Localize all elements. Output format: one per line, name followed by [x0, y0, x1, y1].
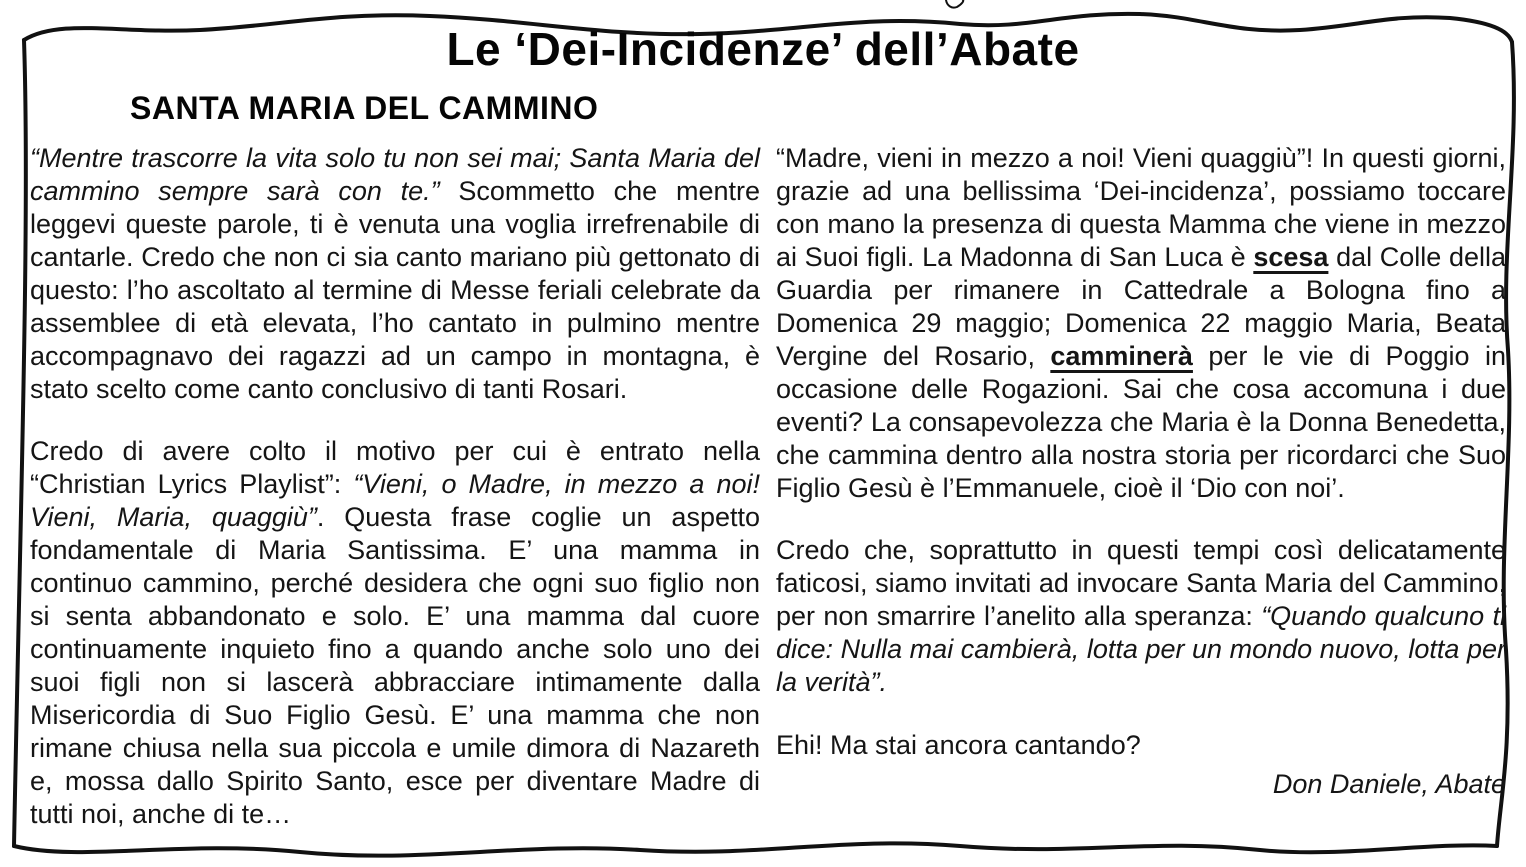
signature: Don Daniele, Abate: [1272, 769, 1506, 799]
right-column-paragraphs: [776, 142, 1506, 762]
left-column: [30, 142, 760, 843]
text-run: scesa: [1253, 242, 1329, 272]
text-run: “Mentre trascorre la vita solo tu non sei mai; Santa Maria del cammino sempre sarà con te.”: [30, 143, 760, 206]
border-left-edge: [14, 40, 26, 846]
right-column: [776, 142, 1506, 843]
paragraph: [30, 142, 760, 406]
page-subtitle: SANTA MARIA DEL CAMMINO: [130, 90, 599, 126]
text-run: Credo che, soprattutto in questi tempi così delicatamente faticosi, siamo invitati ad invocare Santa Maria del Cammino, per non smarrire l’anelito alla speranza:: [776, 535, 1506, 631]
text-run: “Vieni, o Madre, in mezzo a noi! Vieni, Maria, quaggiù”: [30, 469, 760, 532]
text-run: Scommetto che mentre leggevi queste parole, ti è venuta una voglia irrefrenabile di cantarle. Credo che non ci sia canto mariano più gettonato di questo: l’ho ascoltato al termine di Messe feriali celebrate da assemblee di età elevata, l’ho cantato in pulmino mentre accompagnavo dei ragazzi ad un campo in montagna, è stato scelto come canto conclusivo di tanti Rosari.: [30, 176, 760, 404]
text-run: “Quando qualcuno ti dice: Nulla mai cambierà, lotta per un mondo nuovo, lotta per la verità”.: [776, 601, 1507, 697]
text-run: Credo di avere colto il motivo per cui è entrato nella “Christian Lyrics Playlist”:: [30, 436, 760, 499]
text-run: camminerà: [1050, 341, 1193, 371]
border-bottom-edge: [14, 843, 1497, 855]
paragraph: [776, 142, 1506, 505]
article-body: [30, 142, 1506, 843]
text-run: Ehi! Ma stai ancora cantando?: [776, 730, 1141, 760]
left-column-paragraphs: [30, 142, 760, 831]
text-run: dal Colle della Guardia per rimanere in Cattedrale a Bologna fino a Domenica 29 maggio; Domenica 22 maggio Maria, Beata Vergine del Rosario,: [776, 242, 1507, 371]
paragraph: [776, 729, 1506, 762]
paragraph: [776, 534, 1506, 699]
paragraph: [30, 435, 760, 831]
page-title: Le ‘Dei-Incidenze’ dell’Abate: [446, 23, 1080, 75]
text-run: per le vie di Poggio in occasione delle Rogazioni. Sai che cosa accomuna i due eventi? La consapevolezza che Maria è la Donna Benedetta, che cammina dentro alla nostra storia per ricordarci che Suo Figlio Gesù è l’Emmanuele, cioè il ‘Dio con noi’.: [776, 341, 1506, 503]
text-run: . Questa frase coglie un aspetto fondamentale di Maria Santissima. E’ una mamma in continuo cammino, perché desidera che ogni suo figlio non si senta abbandonato e solo. E’ una mamma dal cuore continuamente inquieto fino a quando anche solo uno dei suoi figli non si lascerà abbracciare intimamente dalla Misericordia di Suo Figlio Gesù. E’ una mamma che non rimane chiusa nella sua piccola e umile dimora di Nazareth e, mossa dallo Spirito Santo, esce per diventare Madre di tutti noi, anche di te…: [30, 502, 761, 829]
cropped-glyph-mark: [946, 0, 963, 8]
text-run: “Madre, vieni in mezzo a noi! Vieni quaggiù”! In questi giorni, grazie ad una bellissima ‘Dei-incidenza’, possiamo toccare con mano la presenza di questa Mamma che viene in mezzo ai Suoi figli. La Madonna di San Luca è: [776, 143, 1506, 272]
